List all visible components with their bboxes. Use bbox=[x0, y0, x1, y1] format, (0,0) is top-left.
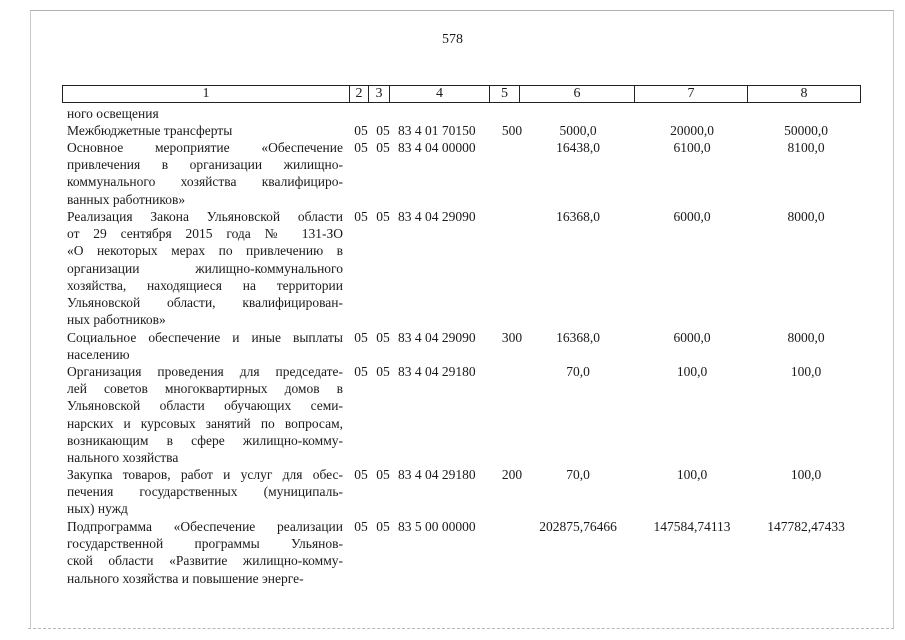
description-line: Ульяновской области обучающих семи- bbox=[67, 398, 343, 414]
amount-col-6: 202875,76466 bbox=[539, 519, 617, 534]
description-line: нального хозяйства и повышение энерге- bbox=[67, 570, 304, 586]
section-code: 05 bbox=[354, 364, 368, 379]
amount-col-6: 70,0 bbox=[566, 467, 590, 482]
target-article-code: 83 4 01 70150 bbox=[398, 123, 476, 138]
description-line: ской области «Развитие жилищно-комму- bbox=[67, 553, 343, 569]
expense-type-code: 300 bbox=[501, 330, 523, 345]
section-code: 05 bbox=[354, 140, 368, 155]
header-col-2: 2 bbox=[350, 86, 369, 103]
expense-type-code: 200 bbox=[501, 467, 523, 482]
expense-type-code: 500 bbox=[501, 123, 523, 138]
amount-col-7: 6100,0 bbox=[673, 140, 711, 155]
header-col-4: 4 bbox=[390, 86, 490, 103]
subsection-code: 05 bbox=[376, 140, 390, 155]
amount-col-8: 8100,0 bbox=[787, 140, 825, 155]
row-description bbox=[67, 122, 343, 139]
description-line: организации жилищно-коммунального bbox=[67, 260, 343, 276]
description-line: государственной программы Ульянов- bbox=[67, 536, 343, 552]
header-col-7: 7 bbox=[635, 86, 748, 103]
section-code: 05 bbox=[354, 330, 368, 345]
description-line: Социальное обеспечение и иные выплаты bbox=[67, 330, 343, 345]
amount-col-8: 50000,0 bbox=[784, 123, 828, 138]
description-line: привлечения в организации жилищно- bbox=[67, 157, 343, 173]
target-article-code: 83 4 04 29180 bbox=[398, 467, 476, 482]
row-description bbox=[67, 363, 343, 466]
description-line: Реализация Закона Ульяновской области bbox=[67, 209, 343, 224]
target-article-code: 83 4 04 29090 bbox=[398, 330, 476, 345]
header-row bbox=[63, 86, 861, 103]
amount-col-6: 16368,0 bbox=[556, 209, 600, 224]
amount-col-6: 16438,0 bbox=[556, 140, 600, 155]
amount-col-6: 5000,0 bbox=[559, 123, 597, 138]
description-line: от 29 сентября 2015 года № 131-ЗО bbox=[67, 226, 343, 242]
description-line: нарских и курсовых занятий по вопросам, bbox=[67, 415, 343, 431]
section-code: 05 bbox=[354, 519, 368, 534]
description-line: печения государственных (муниципаль- bbox=[67, 484, 343, 500]
subsection-code: 05 bbox=[376, 467, 390, 482]
description-line: возникающим в сфере жилищно-комму- bbox=[67, 432, 343, 448]
target-article-code: 83 5 00 00000 bbox=[398, 519, 476, 534]
row-description bbox=[67, 105, 343, 122]
amount-col-6: 16368,0 bbox=[556, 330, 600, 345]
amount-col-8: 100,0 bbox=[790, 364, 822, 379]
subsection-code: 05 bbox=[376, 519, 390, 534]
amount-col-7: 6000,0 bbox=[673, 330, 711, 345]
header-col-5: 5 bbox=[490, 86, 520, 103]
target-article-code: 83 4 04 29090 bbox=[398, 209, 476, 224]
description-line: Закупка товаров, работ и услуг для обес- bbox=[67, 467, 343, 482]
section-code: 05 bbox=[354, 123, 368, 138]
row-description bbox=[67, 139, 343, 208]
description-line: ного освещения bbox=[67, 106, 159, 121]
description-line: нального хозяйства bbox=[67, 450, 179, 466]
amount-col-6: 70,0 bbox=[566, 364, 590, 379]
row-description bbox=[67, 208, 343, 328]
row-description bbox=[67, 466, 343, 518]
amount-col-8: 100,0 bbox=[790, 467, 822, 482]
description-line: хозяйства, находящиеся на территории bbox=[67, 277, 343, 293]
header-col-3: 3 bbox=[369, 86, 390, 103]
header-col-1: 1 bbox=[63, 86, 350, 103]
amount-col-7: 100,0 bbox=[676, 467, 708, 482]
subsection-code: 05 bbox=[376, 330, 390, 345]
row-description bbox=[67, 518, 343, 587]
description-line: лей советов многоквартирных домов в bbox=[67, 381, 343, 397]
subsection-code: 05 bbox=[376, 123, 390, 138]
amount-col-7: 6000,0 bbox=[673, 209, 711, 224]
description-line: Межбюджетные трансферты bbox=[67, 123, 233, 138]
section-code: 05 bbox=[354, 467, 368, 482]
target-article-code: 83 4 04 00000 bbox=[398, 140, 476, 155]
row-description bbox=[67, 329, 343, 363]
description-line: ных) нужд bbox=[67, 501, 128, 517]
table-header bbox=[62, 85, 861, 103]
header-col-8: 8 bbox=[748, 86, 861, 103]
description-line: ванных работников» bbox=[67, 191, 186, 207]
description-line: населению bbox=[67, 347, 130, 363]
amount-col-8: 8000,0 bbox=[787, 330, 825, 345]
target-article-code: 83 4 04 29180 bbox=[398, 364, 476, 379]
subsection-code: 05 bbox=[376, 209, 390, 224]
description-line: Подпрограмма «Обеспечение реализации bbox=[67, 519, 343, 534]
description-line: «О некоторых мерах по привлечению в bbox=[67, 243, 343, 259]
section-code: 05 bbox=[354, 209, 368, 224]
amount-col-7: 20000,0 bbox=[670, 123, 714, 138]
description-line: коммунального хозяйства квалифициро- bbox=[67, 174, 343, 190]
description-line: ных работников» bbox=[67, 312, 166, 328]
description-line: Ульяновской области, квалифицирован- bbox=[67, 295, 343, 311]
amount-col-7: 100,0 bbox=[676, 364, 708, 379]
subsection-code: 05 bbox=[376, 364, 390, 379]
page-number: 578 bbox=[442, 32, 463, 47]
bottom-rule bbox=[28, 628, 894, 629]
amount-col-8: 147782,47433 bbox=[767, 519, 845, 534]
header-col-6: 6 bbox=[520, 86, 635, 103]
description-line: Основное мероприятие «Обеспечение bbox=[67, 140, 343, 155]
amount-col-7: 147584,74113 bbox=[653, 519, 731, 534]
amount-col-8: 8000,0 bbox=[787, 209, 825, 224]
description-line: Организация проведения для председате- bbox=[67, 364, 343, 379]
